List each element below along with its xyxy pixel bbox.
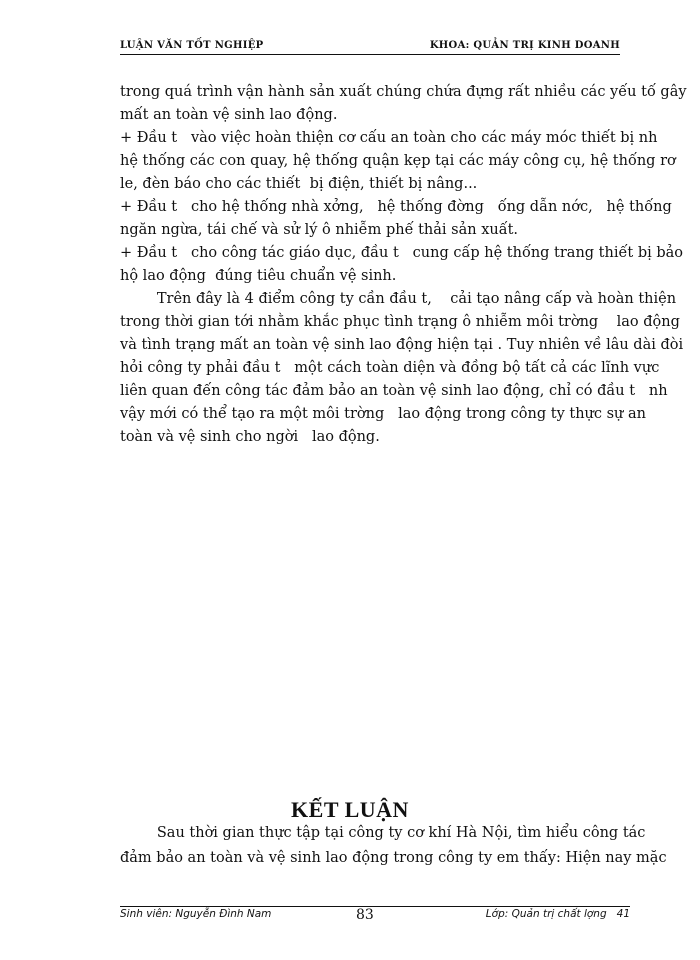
- conclusion-line: Sau thời gian thực tập tại công ty cơ khí Hà Nội, tìm hiểu công tác: [120, 825, 646, 841]
- footer-student: Sinh viên: Nguyễn Đình Nam: [120, 908, 272, 920]
- footer-divider: [120, 906, 630, 907]
- header-faculty-label: KHOA: QUẢN TRỊ KINH DOANH: [429, 40, 620, 51]
- page-footer: [120, 908, 630, 924]
- body-line: + Đầu t cho hệ thống nhà xởng, hệ thống đờng ống dẫn nớc, hệ thống: [120, 199, 672, 215]
- body-line: + Đầu t vào việc hoàn thiện cơ cấu an toàn cho các máy móc thiết bị nh: [120, 130, 658, 146]
- header-thesis-label: LUẬN VĂN TỐT NGHIỆP: [120, 40, 264, 51]
- page-number: 83: [356, 907, 374, 923]
- page-header: [120, 40, 620, 55]
- footer-class: Lớp: Quản trị chất lợng 41: [485, 908, 630, 920]
- body-line: liên quan đến công tác đảm bảo an toàn vệ sinh lao động, chỉ có đầu t nh: [120, 383, 668, 399]
- conclusion-title: KẾT LUẬN: [291, 797, 409, 822]
- body-line: mất an toàn vệ sinh lao động.: [120, 107, 338, 123]
- body-line: ngăn ngừa, tái chế và sử lý ô nhiễm phế thải sản xuất.: [120, 222, 519, 238]
- body-line: vậy mới có thể tạo ra một môi trờng lao động trong công ty thực sự an: [120, 406, 646, 422]
- body-line: hỏi công ty phải đầu t một cách toàn diện và đồng bộ tất cả các lĩnh vực: [120, 360, 660, 376]
- body-line: hộ lao động đúng tiêu chuẩn vệ sinh.: [120, 268, 397, 284]
- body-line: và tình trạng mất an toàn vệ sinh lao động hiện tại . Tuy nhiên về lâu dài đòi: [120, 337, 684, 353]
- body-line: Trên đây là 4 điểm công ty cần đầu t, cải tạo nâng cấp và hoàn thiện: [120, 291, 677, 307]
- body-line: trong quá trình vận hành sản xuất chúng chứa đựng rất nhiều các yếu tố gây: [120, 84, 687, 100]
- body-line: + Đầu t cho công tác giáo dục, đầu t cung cấp hệ thống trang thiết bị bảo: [120, 245, 684, 261]
- body-line: hệ thống các con quay, hệ thống quận kẹp tại các máy công cụ, hệ thống rơ: [120, 153, 676, 169]
- body-line: trong thời gian tới nhằm khắc phục tình trạng ô nhiễm môi trờng lao động: [120, 314, 680, 330]
- body-line: toàn và vệ sinh cho ngời lao động.: [120, 429, 380, 445]
- conclusion-line: đảm bảo an toàn và vệ sinh lao động trong công ty em thấy: Hiện nay mặc: [120, 850, 667, 866]
- body-line: le, đèn báo cho các thiết bị điện, thiết bị nâng...: [120, 176, 478, 192]
